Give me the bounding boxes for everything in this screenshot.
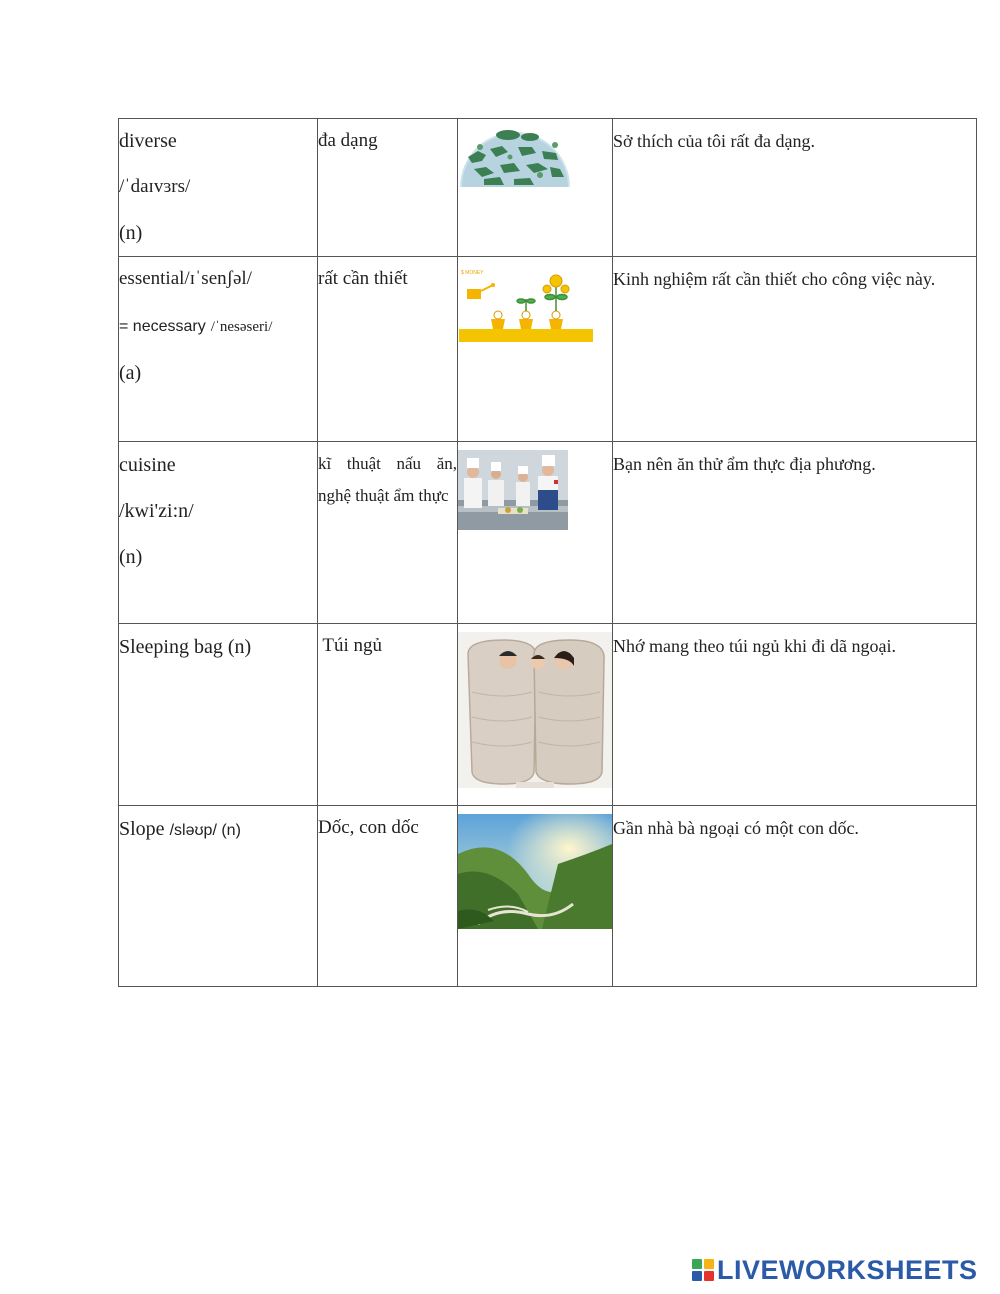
image-cell [458, 257, 613, 442]
image-cell [458, 442, 613, 624]
example-cell [613, 624, 977, 806]
example-cell [613, 806, 977, 987]
word-text: diverse [119, 130, 177, 152]
meaning-cell [318, 624, 458, 806]
word-type: (n) [119, 222, 143, 244]
word-text: essential/ɪˈsenʃəl/ [119, 268, 252, 289]
word-text: Sleeping bag (n) [119, 636, 252, 658]
sleeping-bags-image [458, 632, 612, 788]
example-cell [613, 442, 977, 624]
word-text: Slope /sləʊp/ (n) [119, 818, 241, 840]
money-plant-growth-image [459, 267, 593, 342]
table-row [119, 442, 977, 624]
meaning-cell [318, 806, 458, 987]
example-cell [613, 257, 977, 442]
word-synonym: = necessary /ˈnesəseri/ [119, 318, 273, 335]
word-ipa: /kwi'zi:n/ [119, 500, 194, 522]
chefs-cooking-image [458, 450, 568, 530]
meaning-text: Túi ngủ [318, 635, 383, 656]
meaning-cell [318, 442, 458, 624]
word-text: cuisine [119, 454, 176, 476]
svg-text:$ MONEY: $ MONEY [461, 270, 484, 276]
word-cell [119, 806, 318, 987]
table-row [119, 257, 977, 442]
example-sentence: Kinh nghiệm rất cần thiết cho công việc này. [613, 269, 936, 289]
example-cell [613, 119, 977, 257]
example-sentence: Gần nhà bà ngoại có một con dốc. [613, 818, 859, 838]
example-sentence: Sở thích của tôi rất đa dạng. [613, 131, 815, 151]
table-row [119, 806, 977, 987]
meaning-cell [318, 257, 458, 442]
image-cell [458, 624, 613, 806]
image-cell [458, 119, 613, 257]
meaning-text: kĩ thuật nấu ăn, nghệ thuật ẩm thực [318, 454, 457, 505]
word-cell [119, 442, 318, 624]
meaning-text: rất cần thiết [318, 268, 408, 289]
example-sentence: Bạn nên ăn thử ẩm thực địa phương. [613, 454, 876, 474]
word-cell [119, 257, 318, 442]
logo-text: LIVEWORKSHEETS [717, 1254, 978, 1285]
animals-globe-image [460, 127, 570, 187]
mountain-slope-image [458, 814, 612, 929]
word-cell [119, 119, 318, 257]
word-type: (a) [119, 362, 142, 384]
vocabulary-table [118, 118, 977, 987]
table-row [119, 624, 977, 806]
table-row [119, 119, 977, 257]
example-sentence: Nhớ mang theo túi ngủ khi đi dã ngoại. [613, 636, 896, 656]
meaning-cell [318, 119, 458, 257]
word-ipa: /ˈdaɪvɜrs/ [119, 176, 191, 197]
logo-squares-icon [692, 1259, 714, 1281]
meaning-text: đa dạng [318, 130, 378, 151]
image-cell [458, 806, 613, 987]
word-cell [119, 624, 318, 806]
liveworksheets-logo [692, 1255, 978, 1285]
meaning-text: Dốc, con dốc [318, 817, 419, 838]
word-type: (n) [119, 546, 143, 568]
